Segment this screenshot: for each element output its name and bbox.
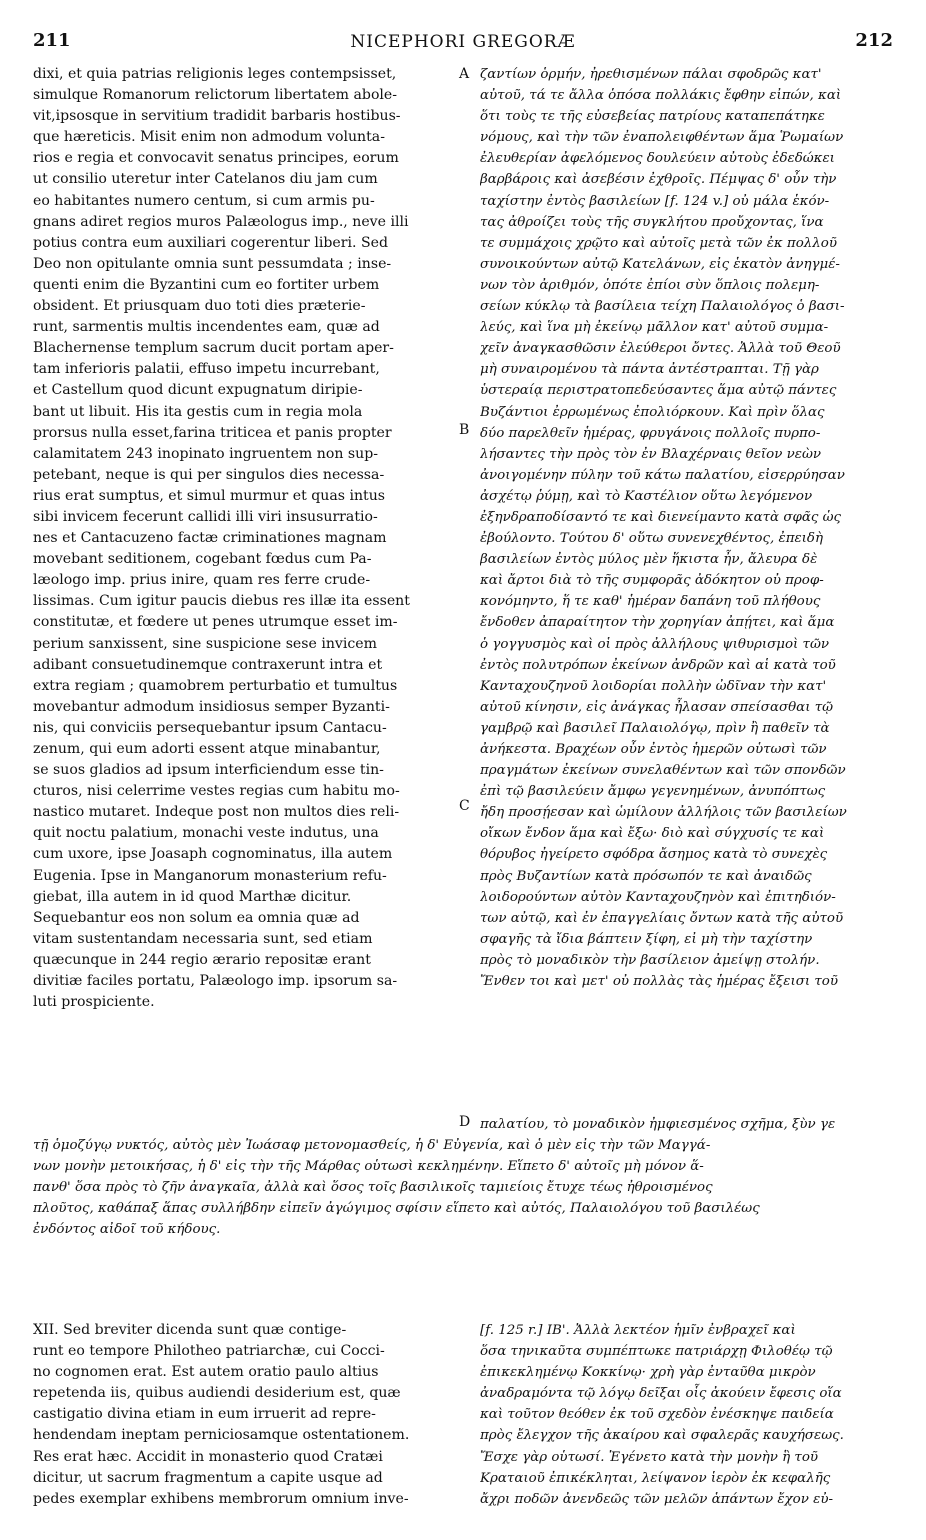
greek-text-line: παλατίου, τὸ μοναδικὸν ἠμφιεσμένος σχῆμα, ξὺν γε	[480, 1117, 836, 1132]
latin-text-line: runt eo tempore Philotheo patriarchæ, cui Cocci-	[33, 1343, 385, 1360]
greek-text-line: ἐπικεκλημένῳ Κοκκίνῳ· χρὴ γὰρ ἐνταῦθα μικρὸν	[480, 1365, 816, 1381]
latin-text-line: tam inferioris palatii, effuso impetu incurrebant,	[33, 361, 380, 378]
latin-text-line: lissimas. Cum igitur paucis diebus res illæ ita essent	[33, 593, 410, 610]
greek-text-line: ὁ γογγυσμὸς καὶ οἱ πρὸς ἀλλήλους ψιθυρισμοὶ τῶν	[480, 636, 830, 652]
latin-text-line: dixi, et quia patrias religionis leges contempsisset,	[33, 66, 397, 82]
greek-text-line: σφαγῆς τὰ ἴδια βάπτειν ξίφη, εἰ μὴ τὴν ταχίστην	[480, 931, 813, 947]
greek-text-line: ὑστεραίᾳ περιστρατοπεδεύσαντες ἅμα αὐτῷ πάντες	[480, 383, 837, 399]
margin-letter-c: C	[459, 798, 470, 814]
greek-text-line: Κανταχουζηνοῦ λοιδορίαι πολλὴν ὠδῖναν τὴν κατ'	[480, 678, 827, 694]
latin-text-line: se suos gladios ad ipsum interficiendum esse tin-	[33, 762, 384, 779]
greek-text-line: ζαντίων ὁρμήν, ἠρεθισμένων πάλαι σφοδρῶς κατ'	[480, 67, 822, 82]
greek-text-line: ἤδη προσῄεσαν καὶ ὡμίλουν ἀλλήλοις τῶν βασιλείων	[480, 805, 847, 821]
greek-text-line: [f. 125 r.] ΙΒ'. Ἀλλὰ λεκτέον ἡμῖν ἐνβραχεῖ καὶ	[480, 1323, 796, 1338]
greek-text-line: νόμους, καὶ τὴν τῶν ἐναπολειφθέντων ἅμα Ῥωμαίων	[480, 130, 844, 146]
greek-text-line: πρὸς ἔλεγχον τῆς ἀκαίρου καὶ σφαλερᾶς καυχήσεως.	[480, 1428, 844, 1444]
greek-text-line: νων τὸν ἀριθμόν, ὁπότε ἐπίοι σὺν ὅπλοις πολεμη-	[480, 277, 820, 293]
greek-text-line: ἐλευθερίαν ἀφελόμενος δουλεύειν αὐτοὺς ἐδεδώκει	[480, 151, 835, 167]
greek-text-line: ἐντὸς πολυτρόπων ἐκείνων ἀνδρῶν καὶ αἱ κατὰ τοῦ	[480, 657, 836, 673]
latin-text-line: potius contra eum auxiliari cogerentur liberi. Sed	[33, 234, 389, 251]
latin-text-line: zenum, qui eum adorti essent atque minabantur,	[33, 741, 381, 757]
latin-text-line: que hæreticis. Misit enim non admodum volunta-	[33, 129, 385, 146]
margin-letter-a: A	[459, 66, 470, 82]
greek-text-line: αὐτοῦ κίνησιν, εἰς ἀνάγκας ἦλασαν σπείσασθαι τῷ	[480, 699, 834, 715]
greek-full-width-passage	[33, 1114, 897, 1241]
greek-text-line: κονόμηντο, ἥ τε καθ' ἡμέραν δαπάνη τοῦ πλήθους	[480, 594, 821, 610]
greek-text-line: ἀναδραμόντα τῷ λόγῳ δεῖξαι οἷς ἀκούειν ἔφεσις οἵα	[480, 1386, 842, 1402]
latin-text-line: bant ut libuit. His ita gestis cum in regia mola	[33, 403, 363, 420]
latin-text-line: movebantur admodum insidiosus semper Byzanti-	[33, 698, 390, 715]
latin-text-line: divitiæ faciles portatu, Palæologo imp. ipsorum sa-	[33, 973, 398, 990]
page-number-left: 211	[33, 30, 71, 51]
latin-text-line: obsident. Et priusquam duo toti dies præterie-	[33, 298, 366, 315]
latin-text-line: luti prospiciente.	[33, 994, 155, 1011]
greek-text-line: πραγμάτων ἐκείνων συνελαθέντων καὶ τῶν σπονδῶν	[480, 763, 846, 779]
latin-text-line: XII. Sed breviter dicenda sunt quæ contige-	[33, 1322, 347, 1338]
latin-text-line: simulque Romanorum relictorum libertatem abole-	[33, 87, 398, 104]
running-title: NICEPHORI GREGORÆ	[350, 32, 576, 52]
latin-text-line: ut consilio uteretur inter Catelanos diu jam cum	[33, 171, 378, 188]
latin-text-line: læologo imp. prius inire, quam res ferre crude-	[33, 572, 371, 589]
latin-text-line: runt, sarmentis multis incendentes eam, quæ ad	[33, 319, 380, 336]
greek-text-line: ταχίστην ἐντὸς βασιλείων [f. 124 v.] οὐ μάλα ἑκόν-	[480, 193, 830, 209]
greek-text-line: πλοῦτος, καθάπαξ ἅπας συλλήβδην εἰπεῖν ἀγώγιμος σφίσιν εἵπετο καὶ αὐτός, Παλαιολόγου τοῦ βασιλέως	[33, 1201, 760, 1217]
greek-text-line: οἴκων ἔνδον ἅμα καὶ ἔξω· διὸ καὶ σύγχυσίς τε καὶ	[480, 826, 825, 842]
latin-text-line: Sequebantur eos non solum ea omnia quæ ad	[33, 909, 360, 926]
latin-text-line: cturos, nisi celerrime vestes regias cum habitu mo-	[33, 783, 400, 800]
latin-text-line: quenti enim die Byzantini cum eo fortiter urbem	[33, 276, 380, 293]
latin-text-line: rius erat sumptus, et simul murmur et quas intus	[33, 487, 386, 504]
latin-text-line: Deo non opitulante omnia sunt pessumdata ; inse-	[33, 255, 392, 272]
latin-text-line: rios e regia et convocavit senatus principes, eorum	[33, 150, 399, 167]
margin-letter-b: B	[459, 422, 470, 438]
latin-text-line: gnans adiret regios muros Palæologus imp., neve illi	[33, 213, 409, 230]
latin-text-line: quit noctu palatium, monachi veste indutus, una	[33, 825, 379, 842]
latin-text-line: et Castellum quod dicunt expugnatum diripie-	[33, 382, 363, 399]
latin-text-line: prorsus nulla esset,farina triticea et panis propter	[33, 424, 392, 441]
latin-text-line: castigatio divina etiam in eum irruerit ad repre-	[33, 1406, 376, 1423]
latin-text-line: hendendam ineptam perniciosamque ostentationem.	[33, 1427, 410, 1444]
latin-text-line: Blachernense templum sacrum ducit portam aper-	[33, 340, 394, 357]
greek-text-line: τε συμμάχοις χρῷτο καὶ αὐτοῖς μετὰ τῶν ἐκ πολλοῦ	[480, 235, 837, 251]
running-header	[33, 30, 893, 54]
latin-text-line: petebant, neque is qui per singulos dies necessa-	[33, 466, 385, 483]
greek-text-line: Ἔνθεν τοι καὶ μετ' οὐ πολλὰς τὰς ἡμέρας ἔξεισι τοῦ	[480, 974, 838, 990]
latin-column-top	[33, 64, 456, 1013]
greek-text-line: μὴ συναιρομένου τὰ πάντα ἀντέστραπται. Τῇ γὰρ	[480, 362, 819, 378]
latin-text-line: Eugenia. Ipse in Manganorum monasterium refu-	[33, 867, 387, 884]
latin-text-line: perium sanxissent, sine suspicione sese invicem	[33, 635, 377, 652]
greek-text-line: ὅτι τοὺς τε τῆς εὐσεβείας πατρίους καταπεπάτηκε	[480, 109, 825, 125]
greek-text-line: Κραταιοῦ ἐπικέκληται, λείψανον ἱερὸν ἐκ κεφαλῆς	[480, 1470, 831, 1486]
greek-text-line: πρὸς Βυζαντίων κατὰ πρόσωπόν τε καὶ ἀναιδῶς	[480, 868, 812, 884]
latin-text-line: giebat, illa autem in id quod Marthæ dicitur.	[33, 888, 352, 905]
greek-text-line: ἄχρι ποδῶν ἀνενδεῶς τῶν μελῶν ἁπάντων ἔχον εὐ-	[480, 1491, 833, 1507]
latin-text-line: nes et Cantacuzeno factæ criminationes magnam	[33, 530, 387, 547]
latin-text-line: calamitatem 243 inopinato ingruentem non sup-	[33, 445, 378, 462]
greek-text-line: Βυζάντιοι ἐρρωμένως ἐπολιόρκουν. Καὶ πρὶν ὅλας	[480, 404, 825, 420]
latin-text-line: no cognomen erat. Est autem oratio paulo altius	[33, 1364, 379, 1381]
latin-column-bottom	[33, 1320, 456, 1510]
latin-text-line: nis, qui conviciis persequebantur ipsum Cantacu-	[33, 719, 387, 736]
greek-text-line: δύο παρελθεῖν ἡμέρας, φρυγάνοις πολλοῖς πυρπο-	[480, 425, 821, 441]
greek-column-bottom	[480, 1320, 897, 1510]
greek-text-line: λεύς, καὶ ἵνα μὴ ἐκείνῳ μᾶλλον κατ' αὐτοῦ συμμα-	[480, 320, 829, 336]
greek-text-line: ἀνήκεστα. Βραχέων οὖν ἐντὸς ἡμερῶν οὑτωσὶ τῶν	[480, 742, 827, 757]
greek-text-line: βασιλείων ἐντὸς μύλος μὲν ἥκιστα ἦν, ἄλευρα δὲ	[480, 552, 818, 568]
latin-text-line: adibant consuetudinemque contraxerunt intra et	[33, 656, 383, 673]
greek-text-line: ἐξηνδραποδίσαντό τε καὶ διενείμαντο κατὰ σφᾶς ὡς	[480, 509, 842, 525]
latin-text-line: extra regiam ; quamobrem perturbatio et tumultus	[33, 677, 398, 694]
greek-text-line: αὐτοῦ, τά τε ἄλλα ὁπόσα πολλάκις ἔφθην εἰπών, καὶ	[480, 88, 842, 104]
greek-text-line: συνοικούντων αὐτῷ Κατελάνων, εἰς ἑκατὸν ἀνηγμέ-	[480, 256, 840, 272]
latin-text-line: Res erat hæc. Accidit in monasterio quod Cratæi	[33, 1448, 383, 1465]
greek-text-line: σείων κύκλῳ τὰ βασίλεια τείχη Παλαιολόγος ὁ βασι-	[480, 299, 845, 315]
margin-letter-d: D	[459, 1114, 471, 1130]
greek-text-line: τῇ ὁμοζύγῳ νυκτός, αὐτὸς μὲν Ἰωάσαφ μετονομασθείς, ἡ δ' Εὐγενία, καὶ ὁ μὲν εἰς τὴν τῶν Μαγγά-	[33, 1138, 711, 1154]
greek-text-line: ὅσα τηνικαῦτα συμπέπτωκε πατριάρχῃ Φιλοθέῳ τῷ	[480, 1344, 833, 1360]
greek-text-line: πανθ' ὅσα πρὸς τὸ ζῆν ἀναγκαῖα, ἀλλὰ καὶ ὅσος τοῖς βασιλικοῖς ταμιείοις ἔτυχε τέως ἠθροισμένος	[33, 1180, 713, 1196]
greek-text-line: βαρβάροις καὶ ἀσεβέσιν ἐχθροῖς. Πέμψας δ' οὖν τὴν	[480, 172, 837, 188]
latin-text-line: eo habitantes numero centum, si cum armis pu-	[33, 192, 375, 209]
latin-text-line: constitutæ, et fœdere ut penes utrumque esset im-	[33, 614, 398, 631]
page-number-right: 212	[855, 30, 893, 51]
latin-text-line: quæcunque in 244 regio ærario repositæ erant	[33, 951, 371, 968]
greek-text-line: θόρυβος ἠγείρετο σφόδρα ἄσημος κατὰ τὸ συνεχὲς	[480, 847, 828, 863]
greek-text-line: ἔνδοθεν ἀπαραίτητον τὴν χορηγίαν ἀπῄτει, καὶ ἅμα	[480, 615, 835, 631]
greek-column-top	[480, 64, 897, 992]
greek-text-line: ἀνοιγομένην πύλην τοῦ κάτω παλατίου, εἰσερρύησαν	[480, 467, 845, 483]
greek-text-line: των αὐτῷ, καὶ ἐν ἐπαγγελίαις ὄντων κατὰ τῆς αὐτοῦ	[480, 910, 844, 926]
latin-text-line: cum uxore, ipse Joasaph cognominatus, illa autem	[33, 846, 393, 863]
greek-text-line: ἐπὶ τῷ βασιλεύειν ἄμφω γεγενημένων, ἀνυπόπτως	[480, 784, 826, 800]
greek-text-line: ἀσχέτῳ ῥύμῃ, καὶ τὸ Καστέλιον οὕτω λεγόμενον	[480, 488, 813, 504]
greek-text-line: Ἔσχε γὰρ οὑτωσί. Ἐγένετο κατὰ τὴν μονὴν ἣ τοῦ	[480, 1449, 819, 1465]
greek-text-line: λοιδορούντων αὐτὸν Κανταχουζηνὸν καὶ ἐπιτηδιόν-	[480, 889, 836, 905]
greek-text-line: γαμβρῷ καὶ βασιλεῖ Παλαιολόγῳ, πρὶν ἢ παθεῖν τὰ	[480, 720, 830, 736]
latin-text-line: vit,ipsosque in servitium tradidit barbaris hostibus-	[33, 108, 401, 125]
greek-text-line: νων μονὴν μετοικήσας, ἡ δ' εἰς τὴν τῆς Μάρθας οὑτωσὶ κεκλημένην. Εἵπετο δ' αὐτοῖς μὴ μόνον ἅ-	[33, 1159, 704, 1175]
latin-text-line: vitam sustentandam necessaria sunt, sed etiam	[33, 930, 373, 947]
latin-text-line: sibi invicem fecerunt callidi illi viri insusurratio-	[33, 508, 378, 525]
greek-text-line: χεῖν ἀναγκασθῶσιν ἐλεύθεροι ὄντες. Ἀλλὰ τοῦ Θεοῦ	[480, 341, 841, 357]
greek-text-line: τας ἀθροίζει τοὺς τῆς συγκλήτου προὔχοντας, ἵνα	[480, 214, 824, 230]
latin-text-line: nastico mutaret. Indeque post non multos dies reli-	[33, 804, 400, 821]
latin-text-line: repetenda iis, quibus audiendi desiderium est, quæ	[33, 1385, 401, 1402]
latin-text-line: movebant seditionem, cogebant fœdus cum Pa-	[33, 551, 372, 568]
greek-text-line: καὶ τοῦτον θεόθεν ἐκ τοῦ σχεδὸν ἐνέσκηψε παιδεία	[480, 1407, 834, 1423]
greek-text-line: ἐνδόντος αἰδοῖ τοῦ κήδους.	[33, 1222, 221, 1238]
greek-text-line: πρὸς τὸ μοναδικὸν τὴν βασίλειον ἀμείψῃ στολήν.	[480, 952, 820, 968]
greek-text-line: καὶ ἄρτοι διὰ τὸ τῆς συμφορᾶς ἀδόκητον οὐ προφ-	[480, 573, 824, 589]
greek-text-line: ἐβούλοντο. Τούτου δ' οὕτω συνενεχθέντος, ἐπειδὴ	[480, 531, 824, 547]
greek-text-line: λήσαντες τὴν πρὸς τὸν ἐν Βλαχέρναις θεῖον νεὼν	[480, 446, 822, 462]
latin-text-line: pedes exemplar exhibens membrorum omnium inve-	[33, 1490, 409, 1507]
latin-text-line: dicitur, ut sacrum fragmentum a capite usque ad	[33, 1469, 383, 1486]
